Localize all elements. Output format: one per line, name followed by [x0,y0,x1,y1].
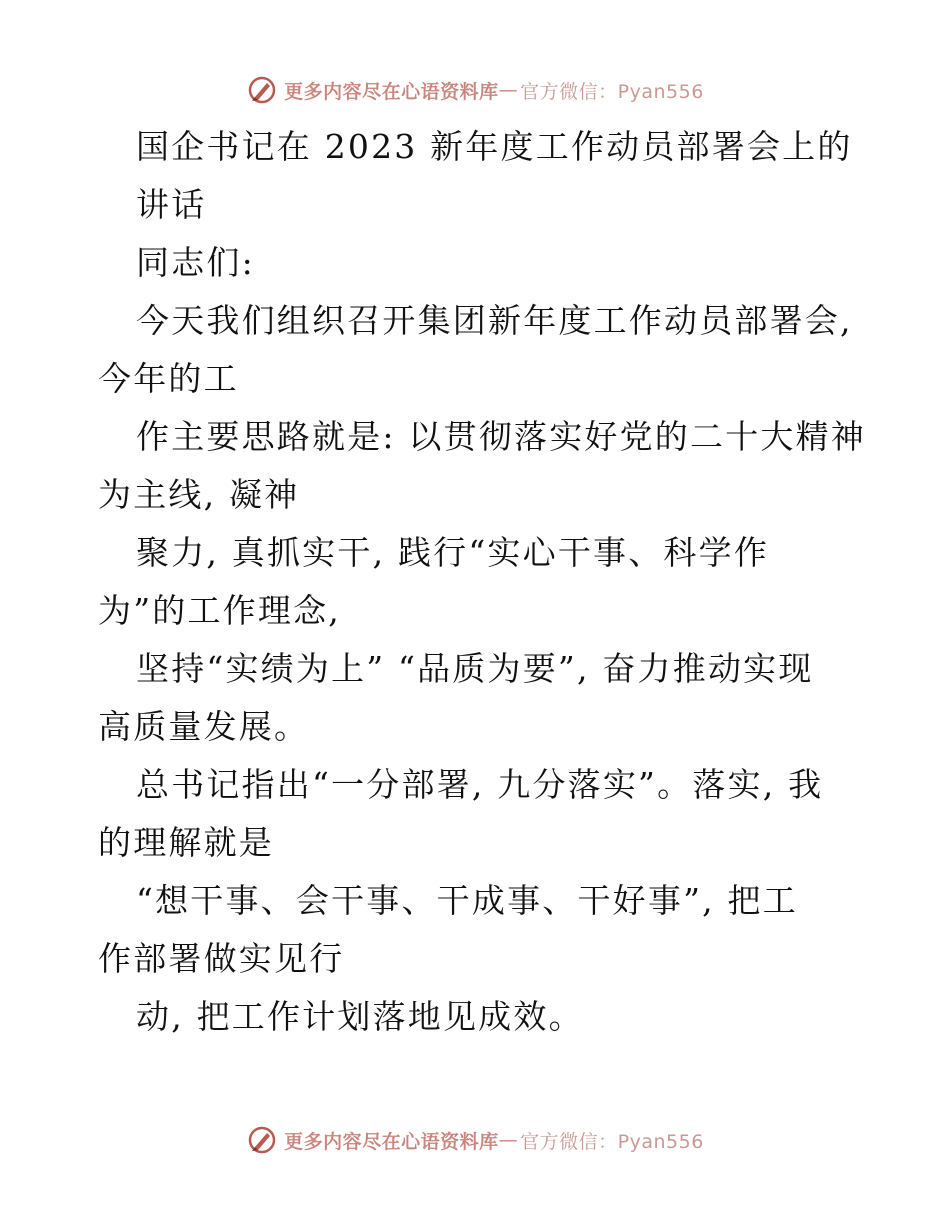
doc-line: 的理解就是 [98,823,274,862]
doc-line: 讲话 [136,185,207,224]
doc-line: 同志们: [136,243,255,282]
pen-logo-icon [246,74,278,106]
doc-line: 作主要思路就是: 以贯彻落实好党的二十大精神 [136,417,867,456]
watermark-dash: — [498,1129,519,1151]
doc-line: 总书记指出“一分部署, 九分落实”。落实, 我 [136,765,824,804]
doc-line: 为”的工作理念, [98,591,341,630]
watermark-header [0,70,950,110]
doc-line: 为主线, 凝神 [98,475,300,514]
watermark-brand: 更多内容尽在心语资料库 [284,1130,499,1153]
watermark-contact: 官方微信：Pyan556 [520,1130,704,1153]
doc-line: “想干事、会干事、干成事、干好事”, 把工 [136,881,798,920]
watermark-contact: 官方微信：Pyan556 [520,80,704,103]
doc-line: 坚持“实绩为上” “品质为要”, 奋力推动实现 [136,649,814,688]
document-body [98,118,867,1046]
watermark-footer [0,1120,950,1160]
doc-line: 国企书记在 2023 新年度工作动员部署会上的 [136,127,853,166]
watermark-dash: — [498,79,519,101]
doc-line: 今天我们组织召开集团新年度工作动员部署会, [136,301,853,340]
pen-logo-icon [246,1124,278,1156]
doc-line: 今年的工 [98,359,239,398]
watermark-brand: 更多内容尽在心语资料库 [284,80,499,103]
doc-line: 高质量发展。 [98,707,310,746]
doc-line: 作部署做实见行 [98,939,345,978]
doc-line: 动, 把工作计划落地见成效。 [136,997,584,1036]
doc-line: 聚力, 真抓实干, 践行“实心干事、科学作 [136,533,770,572]
